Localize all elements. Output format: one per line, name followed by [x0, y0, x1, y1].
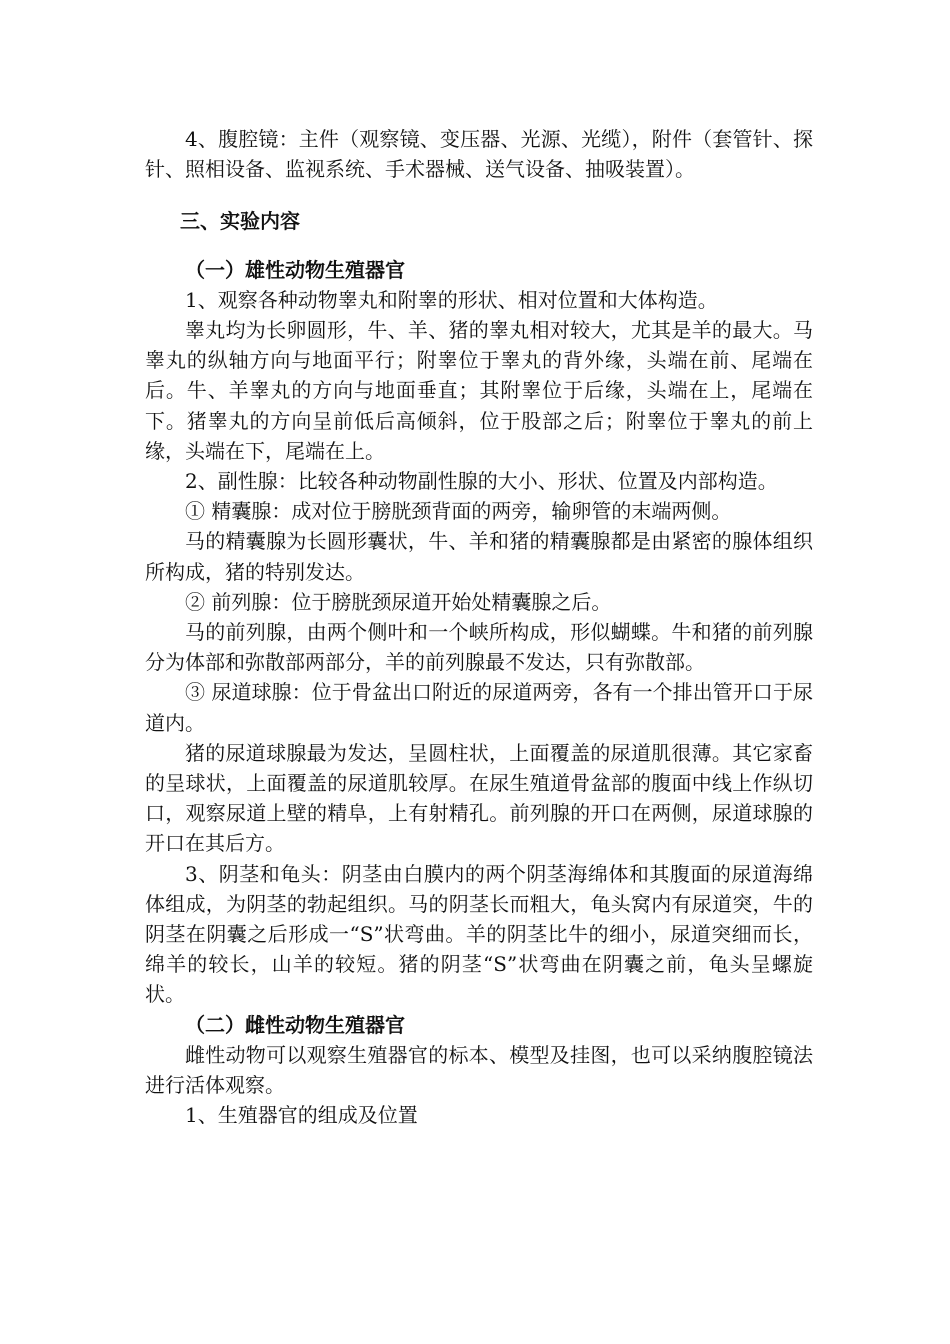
male-item-1-paragraph: 1、观察各种动物睾丸和附睾的形状、相对位置和大体构造。: [185, 287, 718, 312]
document-page: [145, 124, 813, 1131]
bulbourethral-description-paragraph: 猪的尿道球腺最为发达，呈圆柱状，上面覆盖的尿道肌很薄。其它家畜的呈球状，上面覆盖的尿道肌较厚。在尿生殖道骨盆部的腹面中线上作纵切口，观察尿道上壁的精阜，上有射精孔。前列腺的开口在两侧，尿道球腺的开口在其后方。: [145, 740, 813, 856]
laparoscope-paragraph: 4、腹腔镜：主件（观察镜、变压器、光源、光缆），附件（套管针、探针、照相设备、监视系统、手术器械、送气设备、抽吸装置）。: [145, 127, 813, 182]
male-item-2-paragraph: 2、副性腺：比较各种动物副性腺的大小、形状、位置及内部构造。: [185, 469, 778, 494]
prostate-paragraph: ② 前列腺：位于膀胱颈尿道开始处精囊腺之后。: [185, 589, 612, 614]
subsection-heading-female-organs: （二）雌性动物生殖器官: [185, 1012, 405, 1037]
seminal-vesicle-paragraph: ① 精囊腺：成对位于膀胱颈背面的两旁，输卵管的末端两侧。: [185, 499, 732, 524]
seminal-vesicle-description-paragraph: 马的精囊腺为长圆形囊状，牛、羊和猪的精囊腺都是由紧密的腺体组织所构成，猪的特别发达。: [145, 529, 813, 584]
subsection-heading-male-organs: （一）雄性动物生殖器官: [185, 257, 405, 282]
section-heading-experiment-content: 三、实验内容: [180, 209, 300, 234]
bulbourethral-gland-paragraph: ③ 尿道球腺：位于骨盆出口附近的尿道两旁，各有一个排出管开口于尿道内。: [145, 680, 813, 735]
testis-description-paragraph: 睾丸均为长卵圆形，牛、羊、猪的睾丸相对较大，尤其是羊的最大。马睾丸的纵轴方向与地面平行；附睾位于睾丸的背外缘，头端在前、尾端在后。牛、羊睾丸的方向与地面垂直；其附睾位于后缘，头端在上，尾端在下。猪睾丸的方向呈前低后高倾斜，位于股部之后；附睾位于睾丸的前上缘，头端在下，尾端在上。: [145, 318, 813, 463]
female-item-1-paragraph: 1、生殖器官的组成及位置: [185, 1103, 418, 1128]
prostate-description-paragraph: 马的前列腺，由两个侧叶和一个峡所构成，形似蝴蝶。牛和猪的前列腺分为体部和弥散部两部分，羊的前列腺最不发达，只有弥散部。: [145, 620, 813, 675]
female-intro-paragraph: 雌性动物可以观察生殖器官的标本、模型及挂图，也可以采纳腹腔镜法进行活体观察。: [145, 1042, 813, 1098]
male-item-3-paragraph: 3、阴茎和龟头：阴茎由白膜内的两个阴茎海绵体和其腹面的尿道海绵体组成，为阴茎的勃起组织。马的阴茎长而粗大，龟头窝内有尿道突，牛的阴茎在阴囊之后形成一“S”状弯曲。羊的阴茎比牛的细小，尿道突细而长，绵羊的较长，山羊的较短。猪的阴茎“S”状弯曲在阴囊之前，龟头呈螺旋状。: [145, 861, 813, 1007]
